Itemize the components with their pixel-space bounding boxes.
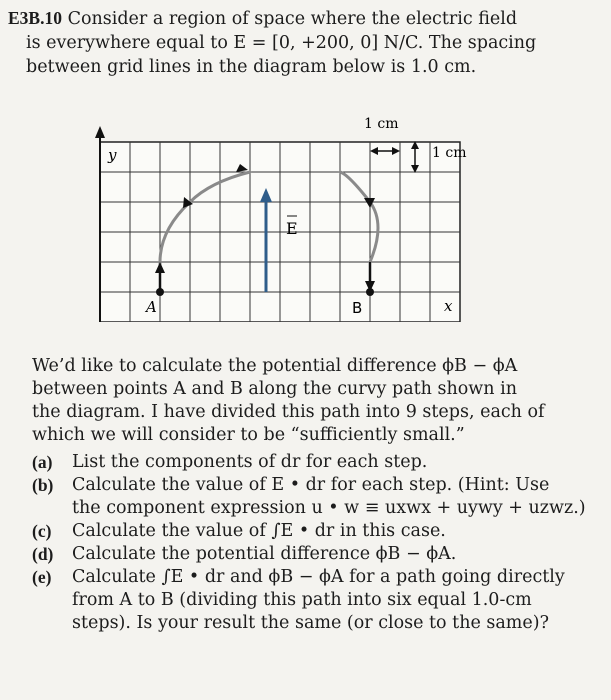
intro-line-2: between points A and B along the curvy path shown in	[32, 379, 517, 399]
part-text: the component expression u • w ≡ uxwx + uywy + uzwz.)	[72, 498, 586, 518]
part-text: steps). Is your result the same (or close to the same)?	[72, 613, 549, 633]
problem-statement	[8, 6, 603, 79]
part-label: (a)	[32, 452, 53, 472]
intro-line-4: which we will consider to be “sufficiently small.”	[32, 425, 465, 445]
part-label: (b)	[32, 475, 54, 495]
intro-line-3: the diagram. I have divided this path into 9 steps, each of	[32, 402, 545, 422]
part-label: (c)	[32, 521, 52, 541]
scale-label-vertical: 1 cm	[432, 145, 467, 161]
part-text: Calculate the value of E • dr for each step. (Hint: Use	[72, 475, 550, 495]
question-parts	[32, 451, 592, 635]
part-e	[32, 566, 592, 635]
part-text: from A to B (dividing this path into six equal 1.0-cm	[72, 590, 532, 610]
part-b	[32, 474, 592, 520]
scale-label-horizontal: 1 cm	[364, 116, 399, 132]
problem-line-2: is everywhere equal to E = [0, +200, 0] N/C. The spacing	[26, 33, 537, 53]
x-axis-label: x	[444, 297, 453, 315]
problem-number: E3B.10	[8, 8, 62, 28]
field-label: E	[286, 219, 298, 238]
part-d	[32, 543, 592, 566]
part-a	[32, 451, 592, 474]
problem-line-1: Consider a region of space where the electric field	[67, 9, 518, 29]
part-label: (d)	[32, 544, 54, 564]
part-text: Calculate the value of ∫E • dr in this case.	[72, 521, 446, 541]
part-text: List the components of dr for each step.	[72, 452, 428, 472]
point-b-label: B	[352, 299, 363, 317]
part-c	[32, 520, 592, 543]
y-axis-label: y	[108, 146, 117, 164]
problem-line-3: between grid lines in the diagram below is 1.0 cm.	[26, 57, 477, 77]
point-a-label: A	[146, 298, 157, 316]
part-text: Calculate ∫E • dr and ϕB − ϕA for a path going directly	[72, 567, 565, 587]
question-body	[32, 355, 592, 635]
part-text: Calculate the potential difference ϕB − ϕA.	[72, 544, 457, 564]
grid-lines	[100, 142, 460, 322]
grid-diagram	[88, 112, 508, 322]
part-label: (e)	[32, 567, 52, 587]
intro-line-1: We’d like to calculate the potential difference ϕB − ϕA	[32, 356, 518, 376]
